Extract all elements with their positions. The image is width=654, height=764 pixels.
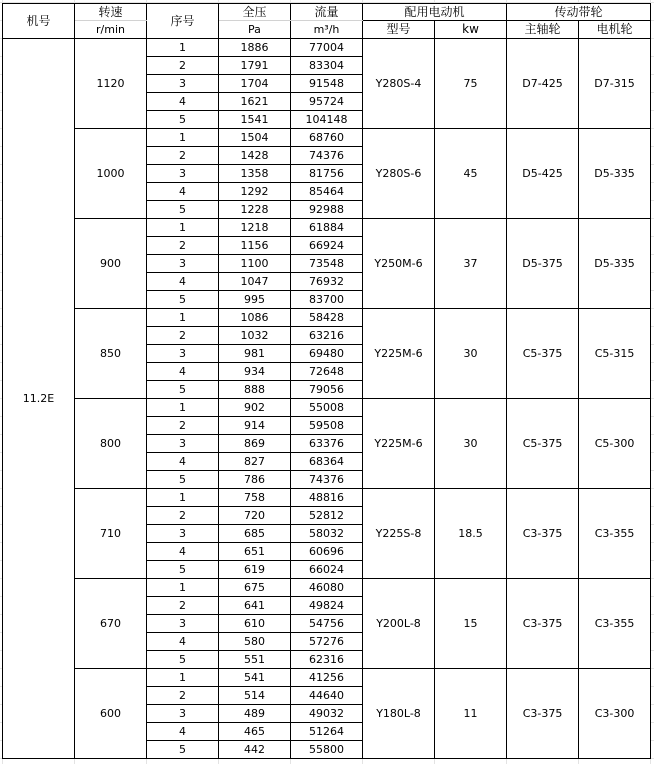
header-row-2 xyxy=(3,21,651,39)
flow-cell: 48816 xyxy=(291,489,363,507)
motor-power-cell: 11 xyxy=(435,669,507,759)
pressure-cell: 541 xyxy=(219,669,291,687)
flow-cell: 74376 xyxy=(291,471,363,489)
machine-no-cell: 11.2E xyxy=(3,39,75,759)
pressure-cell: 1504 xyxy=(219,129,291,147)
pressure-cell: 1086 xyxy=(219,309,291,327)
header-flow-unit: m³/h xyxy=(291,21,363,39)
table-row xyxy=(3,219,651,237)
flow-cell: 66924 xyxy=(291,237,363,255)
seq-cell: 5 xyxy=(147,651,219,669)
motor-power-cell: 30 xyxy=(435,399,507,489)
main-pulley-cell: D7-425 xyxy=(507,39,579,129)
header-pulley-main: 主轴轮 xyxy=(507,21,579,39)
pressure-cell: 641 xyxy=(219,597,291,615)
table-row xyxy=(3,669,651,687)
seq-cell: 1 xyxy=(147,399,219,417)
main-pulley-cell: C3-375 xyxy=(507,669,579,759)
seq-cell: 5 xyxy=(147,201,219,219)
seq-cell: 2 xyxy=(147,507,219,525)
motor-model-cell: Y280S-6 xyxy=(363,129,435,219)
flow-cell: 57276 xyxy=(291,633,363,651)
seq-cell: 3 xyxy=(147,525,219,543)
pressure-cell: 1156 xyxy=(219,237,291,255)
pressure-cell: 1358 xyxy=(219,165,291,183)
main-pulley-cell: C3-375 xyxy=(507,579,579,669)
seq-cell: 4 xyxy=(147,183,219,201)
pressure-cell: 758 xyxy=(219,489,291,507)
speed-cell: 800 xyxy=(75,399,147,489)
seq-cell: 3 xyxy=(147,75,219,93)
flow-cell: 68364 xyxy=(291,453,363,471)
pressure-cell: 827 xyxy=(219,453,291,471)
flow-cell: 83700 xyxy=(291,291,363,309)
motor-pulley-cell: D5-335 xyxy=(579,129,651,219)
header-motor: 配用电动机 xyxy=(363,4,507,21)
seq-cell: 1 xyxy=(147,669,219,687)
pressure-cell: 869 xyxy=(219,435,291,453)
seq-cell: 3 xyxy=(147,165,219,183)
seq-cell: 4 xyxy=(147,543,219,561)
pressure-cell: 1621 xyxy=(219,93,291,111)
pressure-cell: 465 xyxy=(219,723,291,741)
table-row xyxy=(3,309,651,327)
flow-cell: 66024 xyxy=(291,561,363,579)
flow-cell: 61884 xyxy=(291,219,363,237)
speed-cell: 850 xyxy=(75,309,147,399)
flow-cell: 69480 xyxy=(291,345,363,363)
header-motor-power: kw xyxy=(435,21,507,39)
flow-cell: 92988 xyxy=(291,201,363,219)
speed-cell: 710 xyxy=(75,489,147,579)
pressure-cell: 675 xyxy=(219,579,291,597)
pressure-cell: 934 xyxy=(219,363,291,381)
motor-pulley-cell: C3-355 xyxy=(579,579,651,669)
seq-cell: 5 xyxy=(147,291,219,309)
motor-model-cell: Y200L-8 xyxy=(363,579,435,669)
seq-cell: 3 xyxy=(147,705,219,723)
seq-cell: 4 xyxy=(147,363,219,381)
flow-cell: 104148 xyxy=(291,111,363,129)
pressure-cell: 685 xyxy=(219,525,291,543)
seq-cell: 3 xyxy=(147,615,219,633)
flow-cell: 81756 xyxy=(291,165,363,183)
seq-cell: 4 xyxy=(147,723,219,741)
speed-cell: 670 xyxy=(75,579,147,669)
seq-cell: 2 xyxy=(147,327,219,345)
fan-performance-table xyxy=(2,3,651,759)
table-header xyxy=(3,4,651,39)
seq-cell: 5 xyxy=(147,111,219,129)
flow-cell: 62316 xyxy=(291,651,363,669)
pressure-cell: 720 xyxy=(219,507,291,525)
motor-model-cell: Y225M-6 xyxy=(363,399,435,489)
pressure-cell: 1704 xyxy=(219,75,291,93)
header-machine-no: 机号 xyxy=(3,4,75,39)
seq-cell: 2 xyxy=(147,417,219,435)
seq-cell: 5 xyxy=(147,561,219,579)
motor-power-cell: 18.5 xyxy=(435,489,507,579)
flow-cell: 63376 xyxy=(291,435,363,453)
pressure-cell: 514 xyxy=(219,687,291,705)
motor-pulley-cell: D7-315 xyxy=(579,39,651,129)
flow-cell: 73548 xyxy=(291,255,363,273)
table-row xyxy=(3,39,651,57)
pressure-cell: 914 xyxy=(219,417,291,435)
pressure-cell: 981 xyxy=(219,345,291,363)
flow-cell: 41256 xyxy=(291,669,363,687)
flow-cell: 59508 xyxy=(291,417,363,435)
flow-cell: 55008 xyxy=(291,399,363,417)
table-row xyxy=(3,579,651,597)
pressure-cell: 1428 xyxy=(219,147,291,165)
motor-pulley-cell: C5-300 xyxy=(579,399,651,489)
main-pulley-cell: D5-425 xyxy=(507,129,579,219)
pressure-cell: 1047 xyxy=(219,273,291,291)
pressure-cell: 580 xyxy=(219,633,291,651)
pressure-cell: 786 xyxy=(219,471,291,489)
motor-model-cell: Y225S-8 xyxy=(363,489,435,579)
seq-cell: 1 xyxy=(147,579,219,597)
motor-power-cell: 15 xyxy=(435,579,507,669)
flow-cell: 74376 xyxy=(291,147,363,165)
pressure-cell: 619 xyxy=(219,561,291,579)
motor-pulley-cell: C3-355 xyxy=(579,489,651,579)
pressure-cell: 1032 xyxy=(219,327,291,345)
flow-cell: 49032 xyxy=(291,705,363,723)
motor-pulley-cell: D5-335 xyxy=(579,219,651,309)
table-row xyxy=(3,489,651,507)
flow-cell: 54756 xyxy=(291,615,363,633)
flow-cell: 44640 xyxy=(291,687,363,705)
motor-model-cell: Y280S-4 xyxy=(363,39,435,129)
header-speed-unit: r/min xyxy=(75,21,147,39)
main-pulley-cell: C3-375 xyxy=(507,489,579,579)
header-row-1 xyxy=(3,4,651,21)
main-pulley-cell: C5-375 xyxy=(507,309,579,399)
main-pulley-cell: D5-375 xyxy=(507,219,579,309)
motor-power-cell: 45 xyxy=(435,129,507,219)
seq-cell: 1 xyxy=(147,489,219,507)
pressure-cell: 610 xyxy=(219,615,291,633)
pressure-cell: 888 xyxy=(219,381,291,399)
pressure-cell: 1218 xyxy=(219,219,291,237)
seq-cell: 3 xyxy=(147,255,219,273)
seq-cell: 2 xyxy=(147,597,219,615)
seq-cell: 2 xyxy=(147,147,219,165)
pressure-cell: 442 xyxy=(219,741,291,759)
speed-cell: 1120 xyxy=(75,39,147,129)
seq-cell: 5 xyxy=(147,741,219,759)
flow-cell: 46080 xyxy=(291,579,363,597)
pressure-cell: 651 xyxy=(219,543,291,561)
flow-cell: 77004 xyxy=(291,39,363,57)
seq-cell: 4 xyxy=(147,453,219,471)
flow-cell: 68760 xyxy=(291,129,363,147)
motor-power-cell: 37 xyxy=(435,219,507,309)
seq-cell: 2 xyxy=(147,57,219,75)
flow-cell: 63216 xyxy=(291,327,363,345)
pressure-cell: 1541 xyxy=(219,111,291,129)
pressure-cell: 551 xyxy=(219,651,291,669)
flow-cell: 79056 xyxy=(291,381,363,399)
seq-cell: 1 xyxy=(147,219,219,237)
flow-cell: 58428 xyxy=(291,309,363,327)
header-motor-model: 型号 xyxy=(363,21,435,39)
flow-cell: 91548 xyxy=(291,75,363,93)
flow-cell: 95724 xyxy=(291,93,363,111)
flow-cell: 72648 xyxy=(291,363,363,381)
seq-cell: 2 xyxy=(147,687,219,705)
pressure-cell: 995 xyxy=(219,291,291,309)
seq-cell: 1 xyxy=(147,309,219,327)
seq-cell: 1 xyxy=(147,129,219,147)
motor-pulley-cell: C3-300 xyxy=(579,669,651,759)
speed-cell: 1000 xyxy=(75,129,147,219)
seq-cell: 3 xyxy=(147,435,219,453)
seq-cell: 4 xyxy=(147,633,219,651)
table-body xyxy=(3,39,651,759)
flow-cell: 76932 xyxy=(291,273,363,291)
header-flow: 流量 xyxy=(291,4,363,21)
seq-cell: 4 xyxy=(147,93,219,111)
header-pressure: 全压 xyxy=(219,4,291,21)
header-seq: 序号 xyxy=(147,4,219,39)
flow-cell: 51264 xyxy=(291,723,363,741)
speed-cell: 600 xyxy=(75,669,147,759)
header-pulley: 传动带轮 xyxy=(507,4,651,21)
motor-model-cell: Y225M-6 xyxy=(363,309,435,399)
pressure-cell: 1100 xyxy=(219,255,291,273)
motor-pulley-cell: C5-315 xyxy=(579,309,651,399)
header-pressure-unit: Pa xyxy=(219,21,291,39)
flow-cell: 60696 xyxy=(291,543,363,561)
pressure-cell: 1886 xyxy=(219,39,291,57)
motor-power-cell: 30 xyxy=(435,309,507,399)
flow-cell: 52812 xyxy=(291,507,363,525)
pressure-cell: 902 xyxy=(219,399,291,417)
pressure-cell: 489 xyxy=(219,705,291,723)
pressure-cell: 1292 xyxy=(219,183,291,201)
seq-cell: 4 xyxy=(147,273,219,291)
table-row xyxy=(3,129,651,147)
seq-cell: 5 xyxy=(147,471,219,489)
motor-model-cell: Y250M-6 xyxy=(363,219,435,309)
main-pulley-cell: C5-375 xyxy=(507,399,579,489)
pressure-cell: 1228 xyxy=(219,201,291,219)
table-row xyxy=(3,399,651,417)
flow-cell: 49824 xyxy=(291,597,363,615)
header-speed: 转速 xyxy=(75,4,147,21)
speed-cell: 900 xyxy=(75,219,147,309)
pressure-cell: 1791 xyxy=(219,57,291,75)
flow-cell: 85464 xyxy=(291,183,363,201)
seq-cell: 2 xyxy=(147,237,219,255)
flow-cell: 55800 xyxy=(291,741,363,759)
seq-cell: 5 xyxy=(147,381,219,399)
seq-cell: 1 xyxy=(147,39,219,57)
motor-model-cell: Y180L-8 xyxy=(363,669,435,759)
header-pulley-motor: 电机轮 xyxy=(579,21,651,39)
flow-cell: 58032 xyxy=(291,525,363,543)
motor-power-cell: 75 xyxy=(435,39,507,129)
seq-cell: 3 xyxy=(147,345,219,363)
flow-cell: 83304 xyxy=(291,57,363,75)
